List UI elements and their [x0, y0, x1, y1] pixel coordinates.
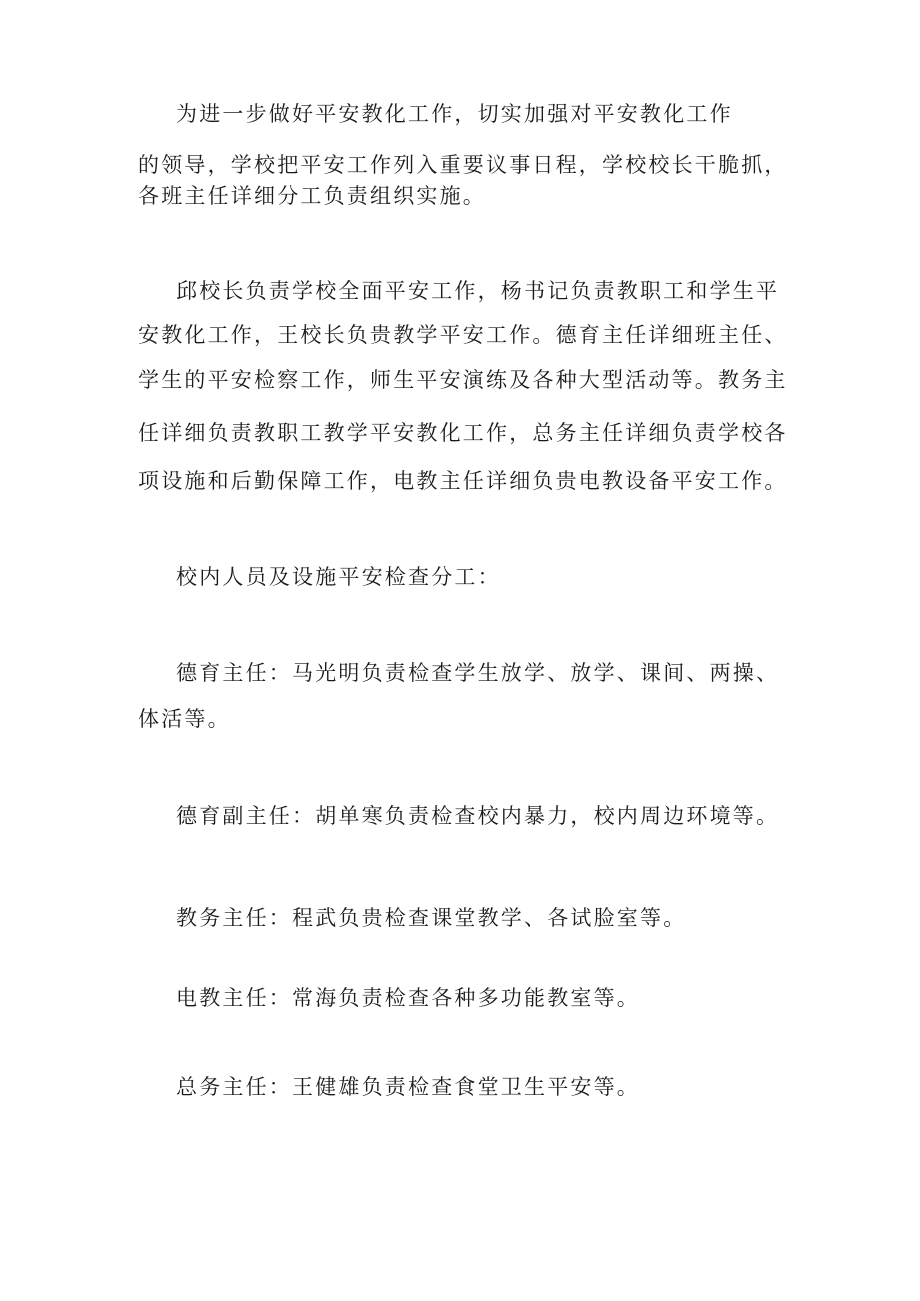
paragraph-2-line-3: 学生的平安检察工作，师生平安演练及各种大型活动等。教务主 [138, 368, 788, 392]
duty-av-director: 电教主任：常海负责检查各种多功能教室等。 [176, 986, 640, 1010]
paragraph-2-line-1: 邱校长负责学校全面平安工作，杨书记负责教职工和学生平 [176, 279, 780, 303]
duty-moral-director-line-2: 体活等。 [138, 707, 231, 731]
duty-general-affairs-director: 总务主任：王健雄负责检查食堂卫生平安等。 [176, 1075, 640, 1099]
section-heading: 校内人员及设施平安检查分工： [176, 565, 501, 589]
duty-academic-director: 教务主任：程武负贵检查课堂教学、各试脸室等。 [176, 906, 687, 930]
paragraph-1-line-1: 为进一步做好平安教化工作，切实加强对平安教化工作 [176, 102, 733, 126]
paragraph-1-line-3: 各班主任详细分工负责组织实施。 [138, 184, 486, 208]
paragraph-2-line-2: 安教化工作，王校长负贵教学平安工作。德育主任详细班主任、 [138, 323, 788, 347]
duty-moral-director-line-1: 德育主任：马光明负责检查学生放学、放学、课间、两操、 [176, 661, 780, 685]
paragraph-1-line-2: 的领导，学校把平安工作列入重要议事日程，学校校长干脆抓， [138, 153, 788, 177]
duty-moral-deputy-director: 德育副主任：胡单寒负责检查校内暴力，校内周边环境等。 [176, 804, 780, 828]
paragraph-2-line-4: 任详细负责教职工教学平安教化工作，总务主任详细负责学校各 [138, 421, 788, 445]
paragraph-2-line-5: 项设施和后勤保障工作，电教主任详细负贵电教设备平安工作。 [138, 469, 788, 493]
